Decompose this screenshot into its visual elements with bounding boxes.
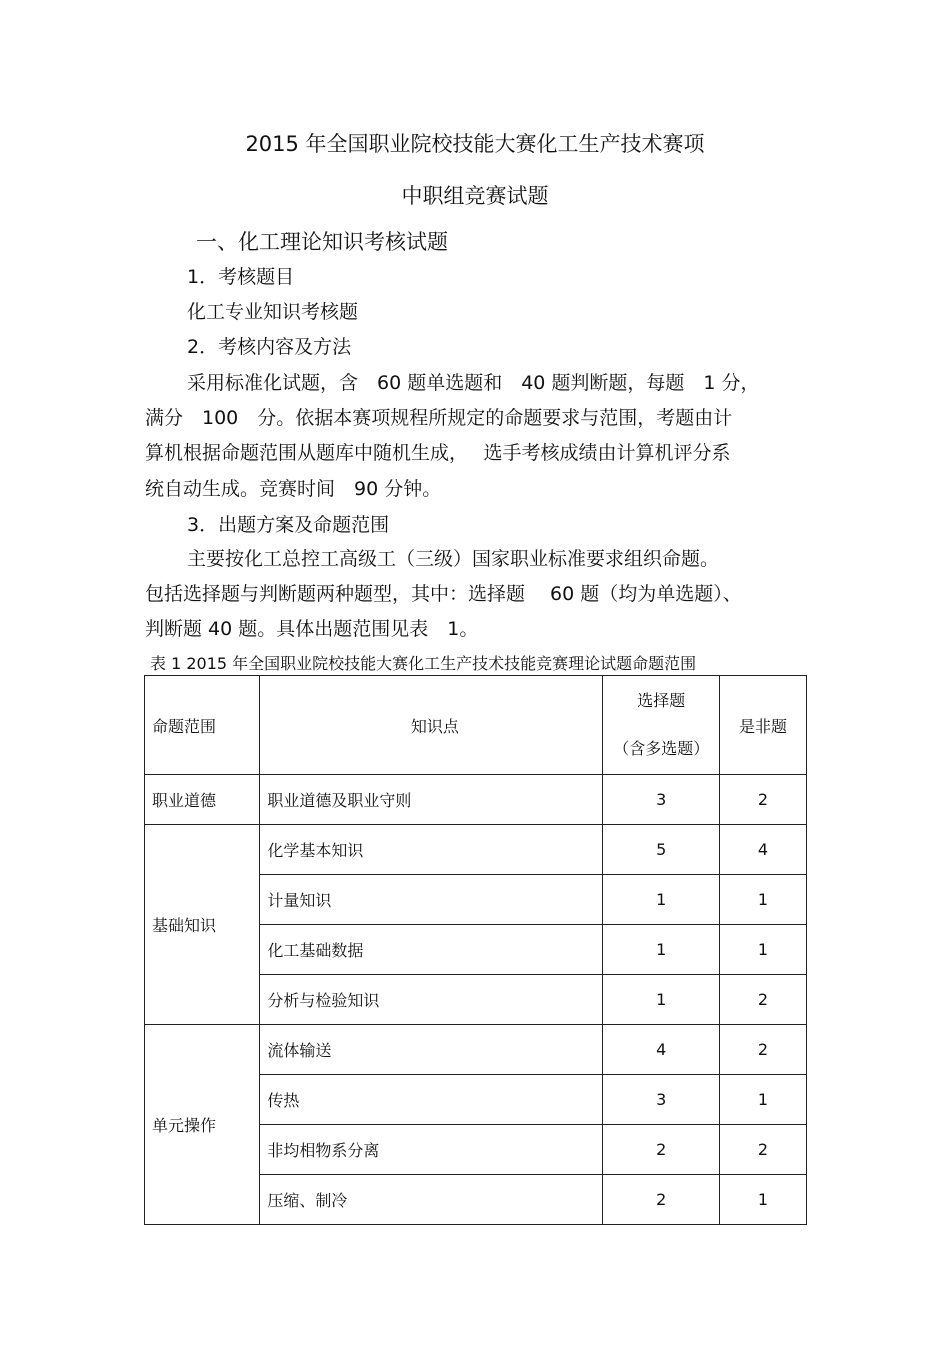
item2-line-3: 算机根据命题范围从题库中随机生成， 选手考核成绩由计算机评分系	[145, 442, 731, 464]
scope-cell: 基础知识	[145, 825, 260, 1025]
truefalse-count-cell: 1	[720, 925, 807, 975]
truefalse-count-cell: 4	[720, 825, 807, 875]
truefalse-count-cell: 1	[720, 1175, 807, 1225]
item3-line-3: 判断题 40 题。具体出题范围见表 1。	[145, 618, 479, 640]
truefalse-count-cell: 2	[720, 975, 807, 1025]
header-choice-line1: 选择题	[637, 691, 686, 710]
truefalse-count-cell: 2	[720, 1125, 807, 1175]
table-row	[145, 1025, 807, 1075]
choice-count-cell: 1	[603, 925, 720, 975]
scope-cell: 职业道德	[145, 775, 260, 825]
document-subtitle: 中职组竞赛试题	[401, 184, 549, 208]
knowledge-cell: 计量知识	[260, 875, 603, 925]
item3-line-2: 包括选择题与判断题两种题型，其中：选择题 60 题（均为单选题）、	[145, 583, 742, 605]
truefalse-count-cell: 2	[720, 1025, 807, 1075]
table-row	[145, 775, 807, 825]
choice-count-cell: 5	[603, 825, 720, 875]
header-choice	[603, 676, 720, 775]
item2-line-4: 统自动生成。竞赛时间 90 分钟。	[145, 478, 442, 500]
item2-line-1: 采用标准化试题，含 60 题单选题和 40 题判断题，每题 1 分，	[187, 372, 760, 394]
section-heading: 一、化工理论知识考核试题	[196, 230, 448, 254]
item1-heading: 1．考核题目	[187, 266, 295, 288]
choice-count-cell: 2	[603, 1125, 720, 1175]
knowledge-cell: 非均相物系分离	[260, 1125, 603, 1175]
knowledge-cell: 化学基本知识	[260, 825, 603, 875]
header-truefalse: 是非题	[720, 676, 807, 775]
item2-heading: 2．考核内容及方法	[187, 336, 352, 358]
choice-count-cell: 4	[603, 1025, 720, 1075]
document-title: 2015 年全国职业院校技能大赛化工生产技术赛项	[245, 132, 705, 156]
truefalse-count-cell: 2	[720, 775, 807, 825]
item2-line-2: 满分 100 分。依据本赛项规程所规定的命题要求与范围，考题由计	[145, 407, 733, 429]
header-scope: 命题范围	[145, 676, 260, 775]
table-row	[145, 825, 807, 875]
choice-count-cell: 3	[603, 1075, 720, 1125]
scope-cell: 单元操作	[145, 1025, 260, 1225]
knowledge-cell: 压缩、制冷	[260, 1175, 603, 1225]
truefalse-count-cell: 1	[720, 875, 807, 925]
choice-count-cell: 1	[603, 875, 720, 925]
knowledge-cell: 传热	[260, 1075, 603, 1125]
table-caption: 表 1 2015 年全国职业院校技能大赛化工生产技术技能竞赛理论试题命题范围	[150, 654, 697, 673]
exam-scope-table	[144, 675, 807, 1225]
choice-count-cell: 3	[603, 775, 720, 825]
header-choice-line2: （含多选题）	[613, 739, 710, 758]
header-knowledge: 知识点	[260, 676, 603, 775]
knowledge-cell: 职业道德及职业守则	[260, 775, 603, 825]
item3-line-1: 主要按化工总控工高级工（三级）国家职业标准要求组织命题。	[187, 548, 720, 570]
item1-text: 化工专业知识考核题	[187, 301, 359, 323]
knowledge-cell: 流体输送	[260, 1025, 603, 1075]
item3-heading: 3．出题方案及命题范围	[187, 514, 390, 536]
table-header-row	[145, 676, 807, 775]
knowledge-cell: 分析与检验知识	[260, 975, 603, 1025]
choice-count-cell: 2	[603, 1175, 720, 1225]
knowledge-cell: 化工基础数据	[260, 925, 603, 975]
truefalse-count-cell: 1	[720, 1075, 807, 1125]
choice-count-cell: 1	[603, 975, 720, 1025]
